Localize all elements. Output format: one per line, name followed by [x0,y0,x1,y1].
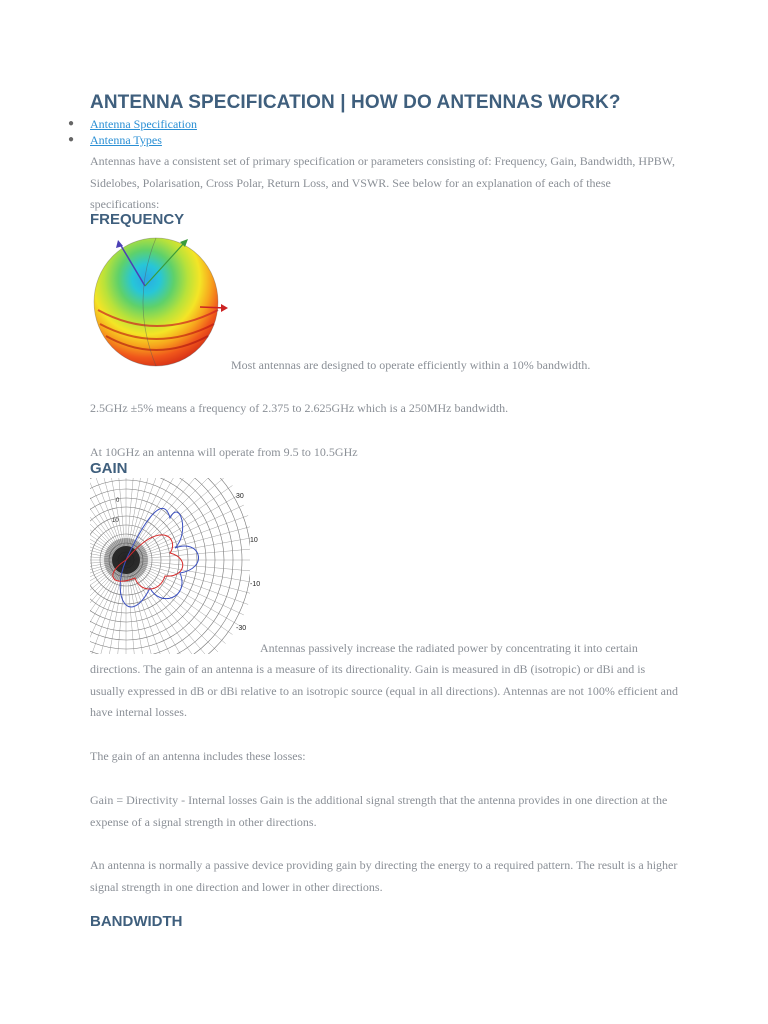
intro-paragraph: Antennas have a consistent set of primary specification or parameters consisting of: Frequency, Gain, Bandwidth, HPBW, Sidelobes, Polarisation, Cross Polar, Return Loss, and VSWR. See below for an explanation of each of these specifications: [90,154,675,212]
gain-caption-lead: Antennas passively increase the radiated power by concentrating it into certain [260,641,638,655]
gain-caption-rest: directions. The gain of an antenna is a measure of its directionality. Gain is measured in dB (isotropic) or dBi and is usually expressed in dB or dBi relative to an isotropic source (equal in all directions). Antennas are not 100% efficient and have internal losses. [90,662,678,720]
gain-paragraph-1: The gain of an antenna includes these losses: [90,749,306,763]
polar-inner-label: 0 [116,498,120,504]
gain-paragraph-3: An antenna is normally a passive device providing gain by directing the energy to a required pattern. The result is a higher signal strength in one direction and lower in other directions. [90,858,678,894]
polar-label: -30 [236,625,247,632]
frequency-caption: Most antennas are designed to operate efficiently within a 10% bandwidth. [231,358,591,372]
gain-paragraph-2: Gain = Directivity - Internal losses Gain is the additional signal strength that the antenna provides in one direction at the expense of a signal strength in other directions. [90,793,668,829]
frequency-paragraph-1: 2.5GHz ±5% means a frequency of 2.375 to 2.625GHz which is a 250MHz bandwidth. [90,401,509,415]
polar-gain-plot-figure [90,478,265,654]
radiation-pattern-3d-figure [90,232,230,370]
polar-label: 10 [250,537,258,544]
polar-label: 30 [236,493,244,500]
toc-item-antenna-specification [68,116,197,132]
polar-inner-label: 10 [112,518,119,524]
gain-heading: GAIN [90,460,128,477]
frequency-paragraph-2: At 10GHz an antenna will operate from 9.5 to 10.5GHz [90,445,358,459]
toc-link-antenna-types[interactable]: Antenna Types [90,133,162,147]
frequency-heading: FREQUENCY [90,211,185,228]
bandwidth-heading: BANDWIDTH [90,913,183,930]
table-of-contents [68,116,197,148]
polar-label: -10 [250,581,261,588]
bullet-icon: ● [68,134,75,145]
toc-item-antenna-types [68,132,197,148]
toc-link-antenna-specification[interactable]: Antenna Specification [90,117,197,131]
bullet-icon: ● [68,118,75,129]
page-title: ANTENNA SPECIFICATION | HOW DO ANTENNAS WORK? [90,92,621,113]
